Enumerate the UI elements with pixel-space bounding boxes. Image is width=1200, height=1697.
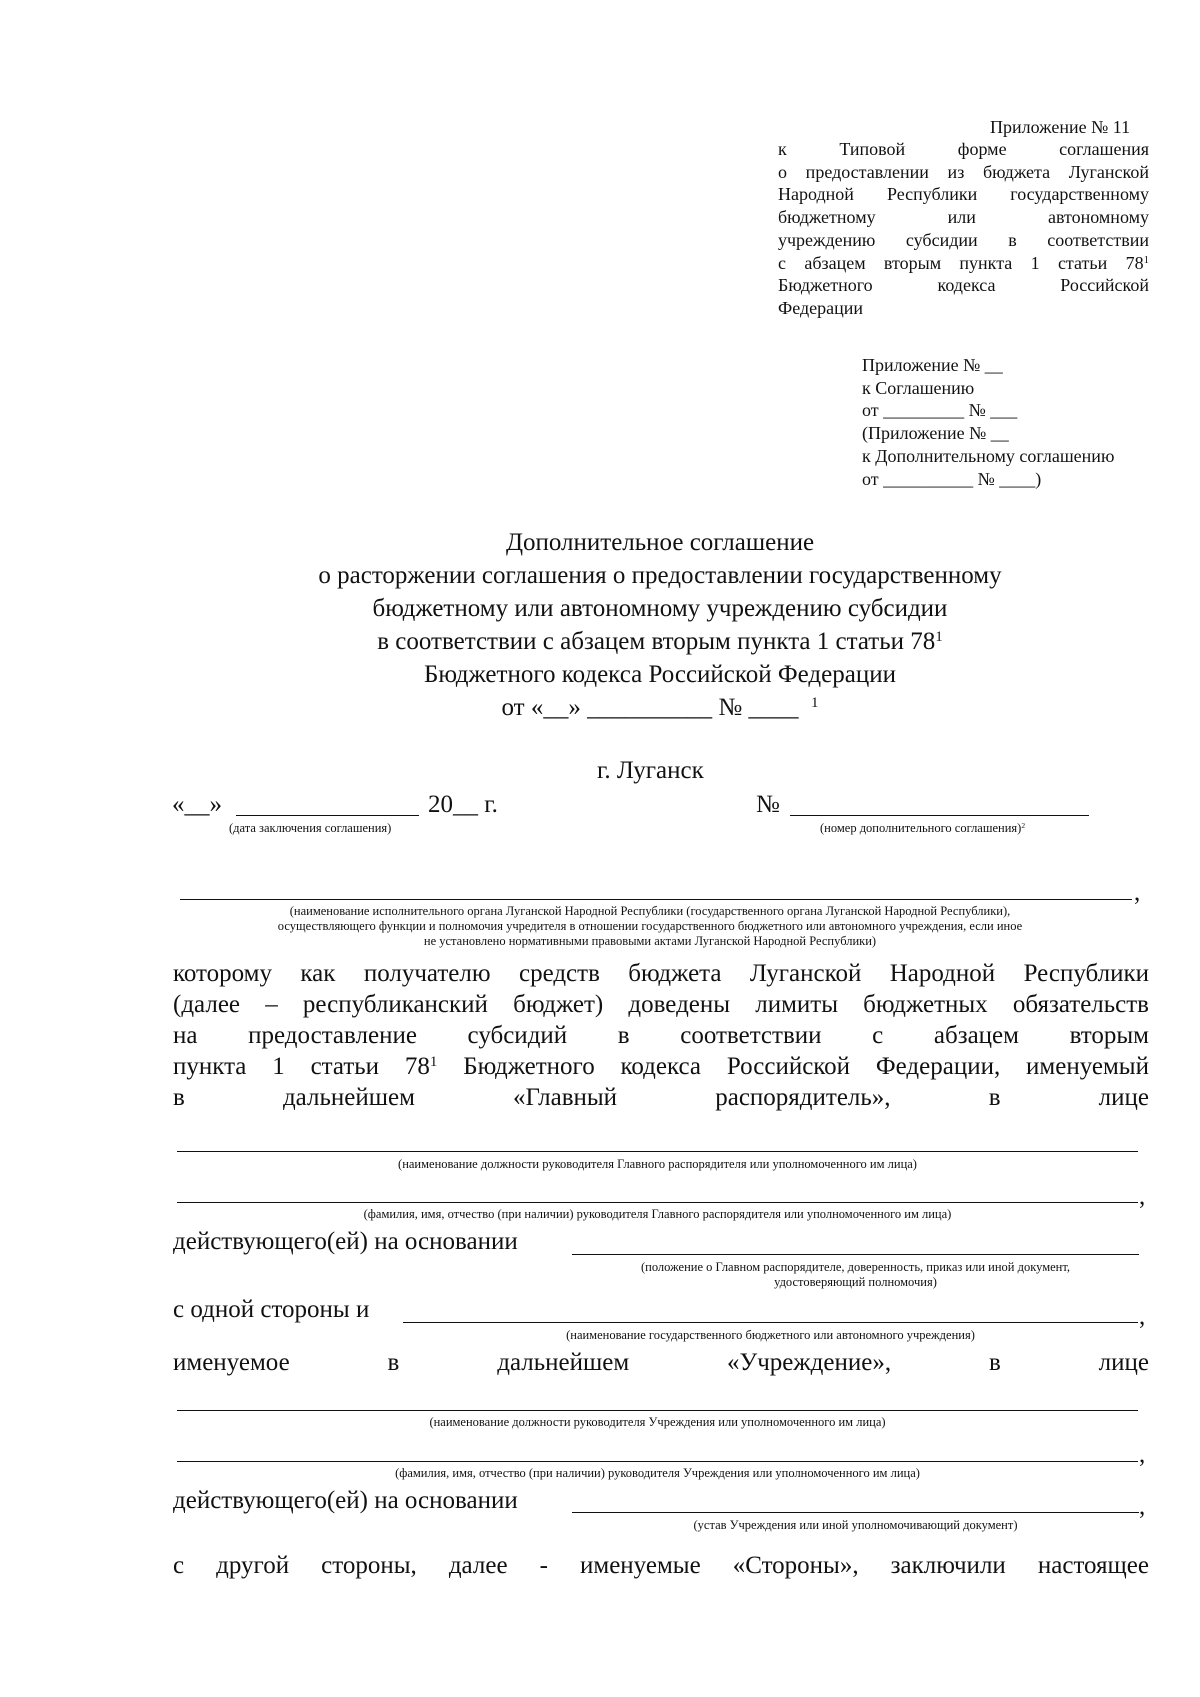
title-line: о расторжении соглашения о предоставлении государственному: [318, 562, 1002, 589]
annex-block: [862, 354, 1114, 490]
acting-basis-label: действующего(ей) на основании: [173, 1228, 518, 1255]
inst-fio-caption: (фамилия, имя, отчество (при наличии) руководителя Учреждения или уполномоченного им лица): [395, 1466, 920, 1480]
paragraph-line: которому как получателю средств бюджета Луганской Народной Республики: [173, 960, 1149, 987]
acting-basis-caption: [572, 1260, 1139, 1290]
annex-line: к Соглашению: [862, 377, 975, 398]
number-caption: (номер дополнительного соглашения)$^2$: [820, 820, 1026, 835]
head-fio-comma: ,: [1139, 1183, 1146, 1210]
acting-charter-caption: (устав Учреждения или иной уполномочивающий документ): [693, 1518, 1018, 1532]
date-underline: [236, 815, 419, 816]
appendix-block: [778, 138, 1149, 320]
appendix-number: Приложение № 11: [990, 117, 1131, 137]
paragraph-line: (далее – республиканский бюджет) доведены лимиты бюджетных обязательств: [173, 991, 1149, 1018]
head-fio-underline: [177, 1202, 1138, 1203]
caption-line: не установлено нормативными правовыми актами Луганской Народной Республики): [423, 934, 877, 948]
head-fio-caption: (фамилия, имя, отчество (при наличии) руководителя Главного распорядителя или уполномоченного им лица): [363, 1207, 952, 1221]
head-position-underline: [177, 1151, 1138, 1152]
title-line: Дополнительное соглашение: [505, 529, 815, 556]
caption-line: (положение о Главном распорядителе, доверенность, приказ или иной документ,: [640, 1260, 1071, 1274]
appendix-line: о предоставлении из бюджета Луганской: [778, 161, 1149, 182]
title-line: бюджетному или автономному учреждению субсидии: [372, 595, 948, 622]
annex-line: Приложение № __: [862, 355, 1003, 375]
caption-line: осуществляющего функции и полномочия учредителя в отношении государственного бюджетного или автономного учреждения, если иное: [277, 919, 1023, 933]
acting-charter-comma: ,: [1139, 1493, 1146, 1520]
head-position-caption: (наименование должности руководителя Главного распорядителя или уполномоченного им лица): [398, 1157, 917, 1171]
title-line: в соответствии с абзацем вторым пункта 1 статьи $78^1$: [377, 628, 943, 655]
annex-line: от __________ № ____): [862, 468, 1042, 489]
annex-line: от _________ № ___: [862, 400, 1018, 421]
city: г. Луганск: [597, 757, 704, 784]
paragraph-line: в дальнейшем «Главный распорядитель», в лице: [173, 1084, 1149, 1111]
appendix-line: Бюджетного кодекса Российской: [778, 275, 1149, 296]
number-underline: [790, 815, 1089, 816]
appendix-line: учреждению субсидии в соответствии: [778, 229, 1149, 250]
date-caption: (дата заключения соглашения): [229, 821, 392, 835]
inst-fio-comma: ,: [1139, 1441, 1146, 1468]
appendix-line: с абзацем вторым пункта 1 статьи $78^1$: [778, 252, 1149, 273]
title-line: от «__» __________ № ____ $^1$: [501, 694, 819, 721]
caption-line: удостоверяющий полномочия): [774, 1275, 937, 1289]
annex-line: к Дополнительному соглашению: [862, 445, 1115, 466]
appendix-line: бюджетному или автономному: [778, 207, 1149, 228]
appendix-line: Народной Республики государственному: [778, 184, 1149, 205]
inst-fio-underline: [177, 1461, 1138, 1462]
institution-comma: ,: [1139, 1303, 1146, 1330]
inst-position-caption: (наименование должности руководителя Учреждения или уполномоченного им лица): [429, 1415, 886, 1429]
acting-charter-underline: [572, 1512, 1139, 1513]
authority-caption: [150, 904, 1150, 949]
paragraph-1: [173, 958, 1149, 1113]
named-institution-line: именуемое в дальнейшем «Учреждение», в лице: [173, 1349, 1149, 1376]
caption-line: (наименование исполнительного органа Луганской Народной Республики (государственного органа Луганской Народной Республики),: [289, 904, 1011, 918]
appendix-line: Федерации: [778, 297, 864, 318]
acting-basis-underline: [572, 1254, 1139, 1255]
one-side-label: с одной стороны и: [173, 1296, 370, 1323]
number-sign: №: [756, 791, 780, 818]
institution-caption: (наименование государственного бюджетного или автономного учреждения): [566, 1328, 975, 1342]
paragraph-line: пункта 1 статьи $78^1$ Бюджетного кодекса Российской Федерации, именуемый: [173, 1053, 1149, 1080]
parties-line: с другой стороны, далее - именуемые «Стороны», заключили настоящее: [173, 1552, 1149, 1579]
paragraph-line: на предоставление субсидий в соответствии с абзацем вторым: [173, 1022, 1149, 1049]
authority-underline: [180, 899, 1132, 900]
appendix-line: к Типовой форме соглашения: [778, 139, 1149, 159]
title-line: Бюджетного кодекса Российской Федерации: [424, 661, 896, 688]
authority-comma: ,: [1134, 879, 1141, 906]
date-year: 20__ г.: [428, 791, 498, 818]
acting-charter-label: действующего(ей) на основании: [173, 1487, 518, 1514]
institution-underline: [403, 1322, 1138, 1323]
document-title: [160, 526, 1160, 724]
date-day: «__»: [172, 791, 222, 818]
inst-position-underline: [177, 1410, 1138, 1411]
annex-line: (Приложение № __: [862, 423, 1009, 444]
